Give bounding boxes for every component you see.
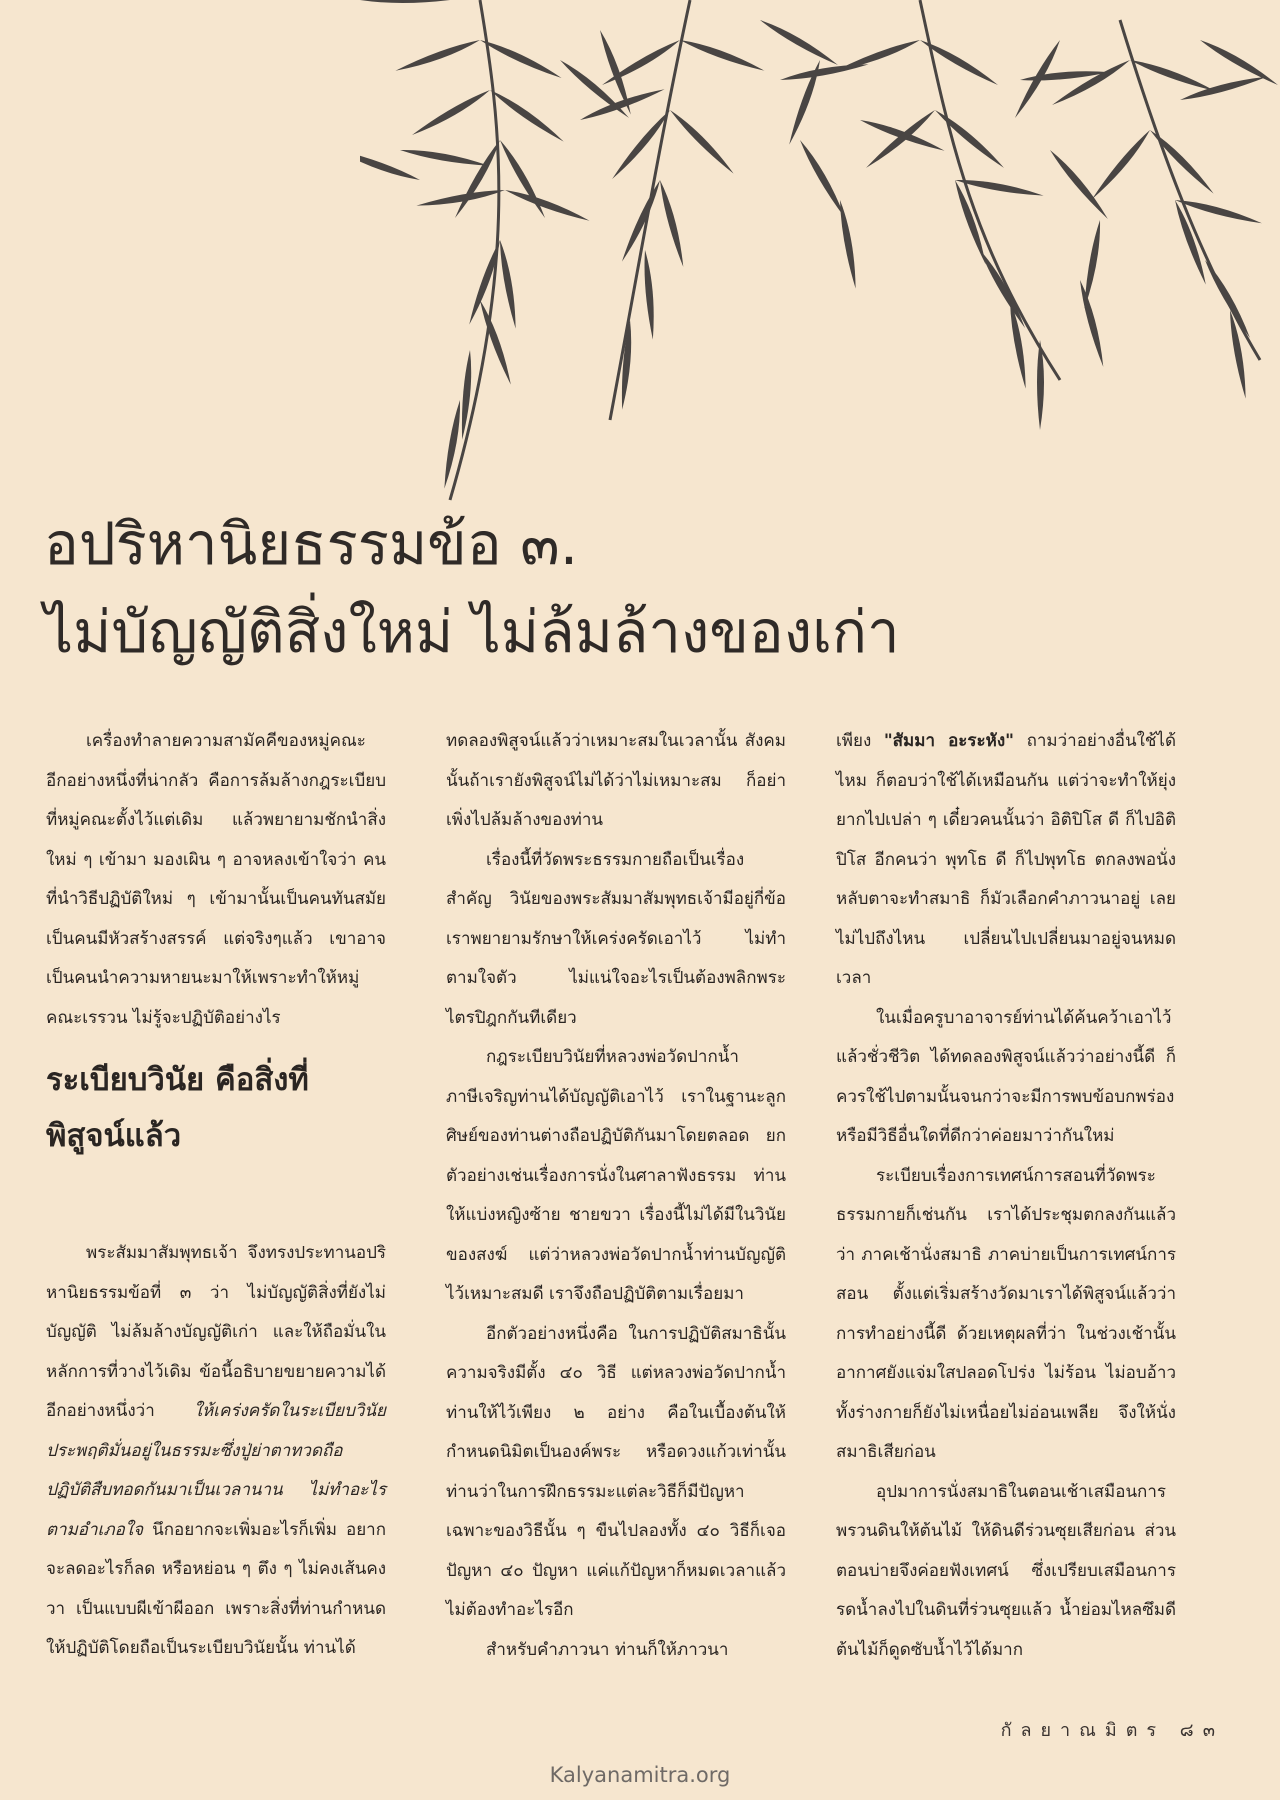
text-column-2 [446, 722, 786, 1670]
text-column-3 [836, 722, 1176, 1670]
paragraph: กฎระเบียบวินัยที่หลวงพ่อวัดปากน้ำภาษีเจริญท่านได้บัญญัติเอาไว้ เราในฐานะลูกศิษย์ของท่านต่างถือปฏิบัติกันมาโดยตลอด ยกตัวอย่างเช่นเรื่องการนั่งในศาลาฟังธรรม ท่านให้แบ่งหญิงซ้าย ชายขวา เรื่องนี้ไม่ได้มีในวินัยของสงฆ์ แต่ว่าหลวงพ่อวัดปากน้ำท่านบัญญัติไว้เหมาะสมดี เราจึงถือปฏิบัติตามเรื่อยมา [446, 1047, 786, 1304]
section-heading: ระเบียบวินัย คือสิ่งที่พิสูจน์แล้ว [46, 1062, 309, 1154]
paragraph-text: เพียง [836, 731, 884, 751]
paragraph-text: พระสัมมาสัมพุทธเจ้า จึงทรงประทานอปริหานิยธรรมข้อที่ ๓ ว่า ไม่บัญญัติสิ่งที่ยังไม่บัญญัติ ไม่ล้มล้างบัญญัติเก่า และให้ถือมั่นในหลักการที่วางไว้เดิม ข้อนี้อธิบายขยายความได้อีกอย่างหนึ่งว่า [46, 1243, 386, 1421]
title-line-2: ไม่บัญญัติสิ่งใหม่ ไม่ล้มล้างของเก่า [44, 598, 900, 666]
paragraph: เครื่องทำลายความสามัคคีของหมู่คณะอีกอย่างหนึ่งที่น่ากลัว คือการล้มล้างกฎระเบียบที่หมู่คณะตั้งไว้แต่เดิม แล้วพยายามชักนำสิ่งใหม่ ๆ เข้ามา มองเผิน ๆ อาจหลงเข้าใจว่า คนที่นำวิธีปฏิบัติใหม่ ๆ เข้ามานั้นเป็นคนทันสมัย เป็นคนมีหัวสร้างสรรค์ แต่จริงๆแล้ว เขาอาจเป็นคนนำความหายนะมาให้เพราะทำให้หมู่คณะเรรวน ไม่รู้จะปฏิบัติอย่างไร [46, 731, 386, 1028]
bold-phrase: "สัมมา อะระหัง" [883, 731, 1015, 751]
paragraph: อุปมาการนั่งสมาธิในตอนเช้าเสมือนการพรวนดินให้ต้นไม้ ให้ดินดีร่วนซุยเสียก่อน ส่วนตอนบ่ายจึงค่อยฟังเทศน์ ซึ่งเปรียบเสมือนการรดน้ำลงไปในดินที่ร่วนซุยแล้ว น้ำย่อมไหลซึมดี ต้นไม้ก็ดูดซับน้ำไว้ได้มาก [836, 1481, 1176, 1660]
paragraph: อีกตัวอย่างหนึ่งคือ ในการปฏิบัติสมาธินั้นความจริงมีตั้ง ๔๐ วิธี แต่หลวงพ่อวัดปากน้ำท่านให้ไว้เพียง ๒ อย่าง คือในเบื้องต้นให้กำหนดนิมิตเป็นองค์พระ หรือดวงแก้วเท่านั้น ท่านว่าในการฝึกธรรมะแต่ละวิธีก็มีปัญหาเฉพาะของวิธีนั้น ๆ ขืนไปลองทั้ง ๔๐ วิธีก็เจอปัญหา ๔๐ ปัญหา แค่แก้ปัญหาก็หมดเวลาแล้วไม่ต้องทำอะไรอีก [446, 1323, 786, 1620]
paragraph: สำหรับคำภาวนา ท่านก็ให้ภาวนา [486, 1639, 729, 1660]
text-column-1 [46, 722, 386, 1669]
paragraph: ในเมื่อครูบาอาจารย์ท่านได้ค้นคว้าเอาไว้แล้วชั่วชีวิต ได้ทดลองพิสูจน์แล้วว่าอย่างนี้ดี ก็ควรใช้ไปตามนั้นจนกว่าจะมีการพบข้อบกพร่อง หรือมีวิธีอื่นใดที่ดีกว่าค่อยมาว่ากันใหม่ [836, 1007, 1176, 1146]
paragraph [836, 722, 1176, 999]
watermark: Kalyanamitra.org [549, 1763, 731, 1787]
title-line-1: อปริหานิยธรรมข้อ ๓. [44, 510, 579, 578]
emphasis-text: ให้เคร่งครัดในระเบียบวินัย ประพฤติมั่นอยู่ในธรรมะซึ่งปู่ย่าตาทวดถือปฏิบัติสืบทอดกันมาเป็นเวลานาน ไม่ทำอะไรตามอำเภอใจ [46, 1401, 386, 1540]
paragraph: ระเบียบเรื่องการเทศน์การสอนที่วัดพระธรรมกายก็เช่นกัน เราได้ประชุมตกลงกันแล้วว่า ภาคเช้านั่งสมาธิ ภาคบ่ายเป็นการเทศน์การสอน ตั้งแต่เริ่มสร้างวัดมาเราได้พิสูจน์แล้วว่า การทำอย่างนี้ดี ด้วยเหตุผลที่ว่า ในช่วงเช้านั้นอากาศยังแจ่มใสปลอดโปร่ง ไม่ร้อน ไม่อบอ้าว ทั้งร่างกายก็ยังไม่เหนื่อยไม่อ่อนเพลีย จึงให้นั่งสมาธิเสียก่อน [836, 1165, 1176, 1462]
paragraph [46, 1234, 386, 1669]
paragraph-text: นึกอยากจะเพิ่มอะไรก็เพิ่ม อยากจะลดอะไรก็ลด หรือหย่อน ๆ ตึง ๆ ไม่คงเส้นคงวา เป็นแบบผีเข้าผีออก เพราะสิ่งที่ท่านกำหนดให้ปฏิบัติโดยถือเป็นระเบียบวินัยนั้น ท่านได้ [46, 1519, 386, 1658]
paragraph-text: ถามว่าอย่างอื่นใช้ได้ไหม ก็ตอบว่าใช้ได้เหมือนกัน แต่ว่าจะทำให้ยุ่งยากไปเปล่า ๆ เดี๋ยวคนนั้นว่า อิติปิโส ดี ก็ไปอิติปิโส อีกคนว่า พุทโธ ดี ก็ไปพุทโธ ตกลงพอนั่งหลับตาจะทำสมาธิ ก็มัวเลือกคำภาวนาอยู่ เลยไม่ไปถึงไหน เปลี่ยนไปเปลี่ยนมาอยู่จนหมดเวลา [836, 731, 1177, 988]
spacer [46, 1180, 386, 1234]
bamboo-leaves-illustration [360, 0, 1280, 520]
article-title [44, 500, 1244, 676]
paragraph: เรื่องนี้ที่วัดพระธรรมกายถือเป็นเรื่องสำคัญ วินัยของพระสัมมาสัมพุทธเจ้ามีอยู่กี่ข้อ เราพยายามรักษาให้เคร่งครัดเอาไว้ ไม่ทำตามใจตัว ไม่แน่ใจอะไรเป็นต้องพลิกพระไตรปิฎกกันทีเดียว [446, 849, 786, 1028]
paragraph: ทดลองพิสูจน์แล้วว่าเหมาะสมในเวลานั้น สังคมนั้นถ้าเรายังพิสูจน์ไม่ได้ว่าไม่เหมาะสม ก็อย่าเพิ่งไปล้มล้างของท่าน [446, 731, 786, 830]
page-footer: กัลยาณมิตร ๘๓ [1000, 1720, 1224, 1741]
